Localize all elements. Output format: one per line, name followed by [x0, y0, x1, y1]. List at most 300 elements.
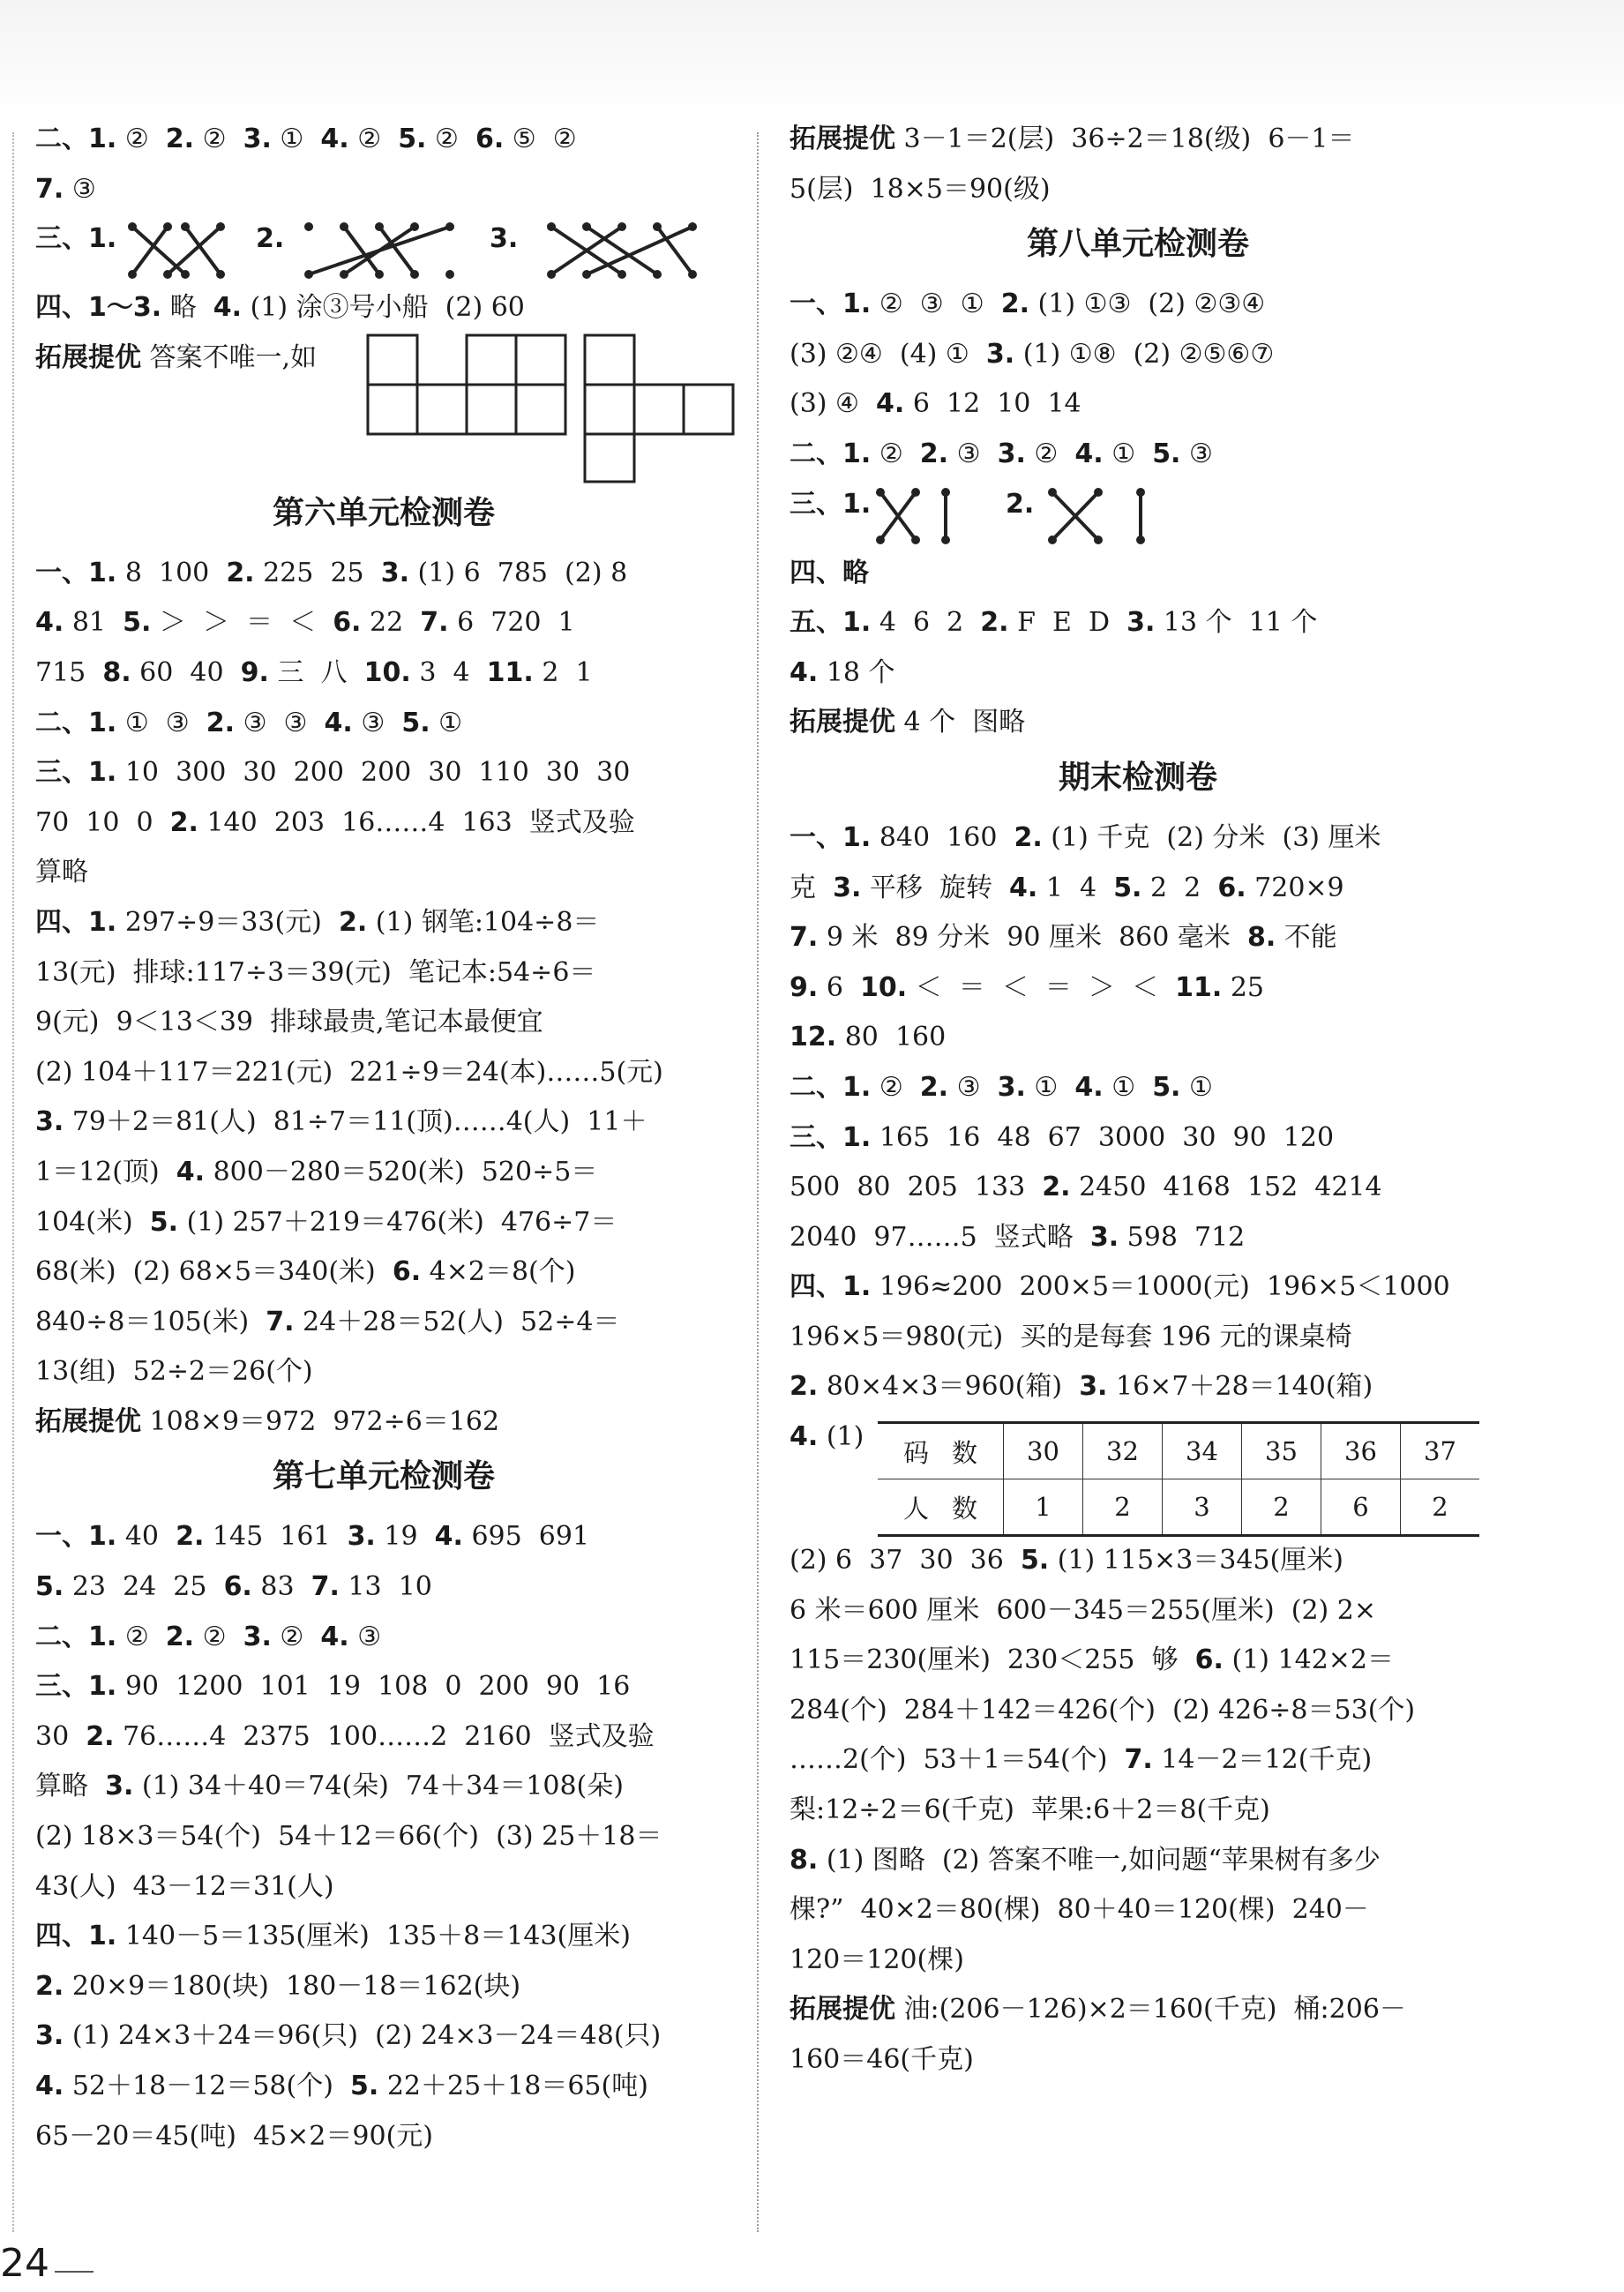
- question-number: 一、1.: [790, 821, 872, 853]
- answer-text: ⑤ ②: [504, 124, 577, 154]
- answer-line: [790, 963, 1486, 1014]
- answer-text: 840÷8＝105(米): [35, 1306, 266, 1337]
- answer-text: 4×2＝8(个): [421, 1256, 576, 1288]
- table-cell: 35: [1242, 1423, 1321, 1479]
- question-number: 四、1.: [790, 1271, 872, 1303]
- unit5-line4: [35, 283, 732, 333]
- answer-line: [35, 748, 732, 798]
- answer-line: [35, 1662, 732, 1712]
- question-number: 拓展提优: [790, 1994, 895, 2026]
- answer-text: 3－1＝2(层) 36÷2＝18(级) 6－1＝: [895, 124, 1355, 154]
- question-number: 12.: [790, 1022, 837, 1053]
- question-number: 3.: [1089, 1221, 1119, 1253]
- answer-text: ②: [116, 1621, 166, 1652]
- question-number: 5.: [1020, 1545, 1050, 1577]
- question-number: 拓展提优: [790, 707, 895, 738]
- table-cell: 37: [1401, 1423, 1480, 1479]
- answer-text: 13 个 11 个: [1155, 607, 1318, 639]
- question-number: 9.: [790, 971, 819, 1003]
- answer-text: 115＝230(厘米) 230＜255 够: [790, 1644, 1195, 1676]
- question-number: 4.: [1074, 1071, 1104, 1103]
- question-number: 3.: [1126, 607, 1156, 639]
- answer-text: ……2(个) 53＋1＝54(个): [790, 1744, 1125, 1776]
- answer-line: [790, 280, 1486, 330]
- answer-text: 6 米＝600 厘米 600－345＝255(厘米) (2) 2×: [790, 1594, 1377, 1626]
- question-number: 三、1.: [790, 1121, 872, 1153]
- answer-text: ②: [348, 124, 399, 154]
- label-san-1: 三、1.: [35, 223, 117, 255]
- question-number: 2.: [169, 806, 198, 838]
- answer-text: ①: [271, 124, 321, 154]
- answer-line: [790, 648, 1486, 699]
- answer-text: 80 160: [836, 1022, 947, 1053]
- unit7-answers: [35, 1512, 732, 2161]
- question-number: 4.: [434, 1521, 463, 1553]
- answer-text: (1) 6 785 (2) 8: [409, 557, 628, 588]
- answer-line: [790, 1163, 1486, 1213]
- answer-text: 14－2＝12(千克): [1152, 1744, 1373, 1776]
- answer-line: [790, 1113, 1486, 1164]
- question-number: 4.: [320, 1621, 349, 1652]
- answer-text: 76……4 2375 100……2 2160 竖式及验: [114, 1720, 655, 1752]
- answer-text: 棵?” 40×2＝80(棵) 80＋40＝120(棵) 240－: [790, 1894, 1369, 1926]
- answer-line: [790, 430, 1486, 480]
- question-number: 四、1～3.: [35, 292, 162, 324]
- question-number: 2.: [1042, 1172, 1071, 1203]
- unit8-matching-row: [790, 480, 1486, 549]
- answer-line: [790, 864, 1486, 914]
- unit8-title: 第八单元检测卷: [1026, 226, 1249, 263]
- shoe-size-table: [878, 1421, 1479, 1537]
- answer-text: ①: [1180, 1071, 1213, 1103]
- question-number: 5.: [1113, 872, 1142, 903]
- question-number: 一、1.: [35, 557, 117, 588]
- answer-text: 160＝46(千克): [790, 2044, 974, 2075]
- answer-text: ②: [271, 1621, 321, 1652]
- question-number: 6.: [1194, 1644, 1224, 1676]
- answer-text: 140－5＝135(厘米) 135＋8＝143(厘米): [116, 1921, 631, 1952]
- answer-text: 80×4×3＝960(箱): [818, 1371, 1080, 1403]
- answer-line: [35, 2062, 732, 2112]
- answer-text: 65－20＝45(吨) 45×2＝90(元): [35, 2120, 433, 2152]
- table-cell: 1: [1004, 1479, 1083, 1536]
- question-number: 四、1.: [35, 1921, 117, 1952]
- question-number: 3.: [833, 872, 862, 903]
- answer-text: (3) ②④ (4) ①: [790, 338, 986, 370]
- question-number: 7.: [35, 173, 64, 205]
- answer-line: [35, 1762, 732, 1812]
- answer-text: (1) 钢笔:104÷8＝: [367, 906, 600, 938]
- answer-line: [790, 2035, 1486, 2086]
- question-number: 五、1.: [790, 607, 872, 639]
- question-number: 4.: [1009, 872, 1038, 903]
- unit6-title: 第六单元检测卷: [272, 494, 495, 531]
- answer-text: 1 4: [1037, 872, 1114, 903]
- question-number: 8.: [102, 656, 131, 688]
- answer-text: ②: [1025, 438, 1075, 469]
- answer-text: 40: [116, 1521, 176, 1553]
- table-cell: 32: [1083, 1423, 1163, 1479]
- page-number-dash: [55, 2271, 94, 2273]
- ext-text: 答案不唯一,如: [141, 341, 318, 373]
- answer-text: (1) 图略 (2) 答案不唯一,如问题“苹果树有多少: [818, 1844, 1381, 1876]
- answer-text: 60 40: [131, 656, 241, 688]
- answer-text: ③: [352, 707, 402, 738]
- question-number: 二、1.: [790, 438, 872, 469]
- question-number: 3.: [35, 1106, 64, 1138]
- question-number: 拓展提优: [35, 1405, 141, 1437]
- answer-text: 840 160: [871, 821, 1014, 853]
- question-number: 3.: [380, 557, 409, 588]
- answer-line: [35, 165, 732, 215]
- answer-text: 145 161: [204, 1521, 348, 1553]
- answer-text: 598 712: [1119, 1221, 1246, 1253]
- answer-line: [35, 699, 732, 749]
- question-number: 一、1.: [790, 288, 872, 320]
- answer-text: ②: [871, 1071, 920, 1103]
- answer-text: 2 1: [533, 656, 593, 688]
- answer-text: ①: [1103, 1071, 1153, 1103]
- table-cell: 3: [1163, 1479, 1242, 1536]
- answer-line: [790, 1735, 1486, 1786]
- question-number: 四、1.: [35, 906, 117, 938]
- question-number: 5.: [398, 124, 427, 154]
- answer-text: 120＝120(棵): [790, 1944, 964, 1975]
- answer-text: ①: [1025, 1071, 1075, 1103]
- answer-line: [35, 648, 732, 699]
- question-number: 6.: [333, 607, 362, 639]
- answer-text: 3 4: [410, 656, 487, 688]
- matching-figure-1: [123, 220, 229, 281]
- label-san-1: 三、1.: [790, 488, 872, 520]
- answer-line: [790, 549, 1486, 599]
- answer-text: 720×9: [1246, 872, 1344, 903]
- matching-figure-b: [1045, 485, 1151, 547]
- answer-line: [790, 1013, 1486, 1063]
- label-3: 3.: [490, 223, 519, 255]
- answer-line: [35, 1862, 732, 1913]
- table-row-size: [878, 1423, 1479, 1479]
- answer-text: 梨:12÷2＝6(千克) 苹果:6＋2＝8(千克): [790, 1794, 1270, 1826]
- answer-line: [35, 1097, 732, 1148]
- answer-text: 79＋2＝81(人) 81÷7＝11(顶)……4(人) 11＋: [64, 1106, 647, 1138]
- answer-line: [35, 998, 732, 1048]
- question-number: 6.: [475, 124, 505, 154]
- table-cell: 2: [1242, 1479, 1321, 1536]
- question-number: 4.: [790, 656, 819, 688]
- unit5-extension: [35, 333, 732, 483]
- answer-text: (1) 142×2＝: [1223, 1644, 1395, 1676]
- question-number: 9.: [240, 656, 269, 688]
- answer-line: [790, 1985, 1486, 2035]
- answer-text: (1) ①③ (2) ②③④: [1029, 288, 1266, 320]
- answer-text: 83: [251, 1571, 311, 1603]
- answer-line: [790, 913, 1486, 963]
- answer-line: [35, 1198, 732, 1248]
- question-number: 4.: [213, 292, 243, 324]
- top-scan-shade: [0, 0, 1624, 119]
- answer-line: [790, 1313, 1486, 1363]
- answer-text: 108×9＝972 972÷6＝162: [141, 1405, 500, 1437]
- answer-line: [790, 165, 1486, 215]
- question-number: 6.: [392, 1256, 422, 1288]
- answer-text: 2 2: [1141, 872, 1218, 903]
- table-cell: 2: [1083, 1479, 1163, 1536]
- answer-text: 4 个 图略: [895, 707, 1026, 738]
- answer-text: 52＋18－12＝58(个): [64, 2071, 350, 2101]
- answer-text: 140 203 16……4 163 竖式及验: [198, 806, 635, 838]
- question-number: 2.: [919, 1071, 949, 1103]
- question-number: 3.: [1079, 1371, 1108, 1403]
- answer-line: [35, 1912, 732, 1962]
- table-cell: 6: [1321, 1479, 1401, 1536]
- question-number: 3.: [105, 1771, 134, 1802]
- question-number: 5.: [123, 607, 152, 639]
- answer-line: [790, 1686, 1486, 1736]
- answer-line: [35, 598, 732, 648]
- answer-line: [35, 2112, 732, 2162]
- question-number: 7.: [266, 1306, 295, 1337]
- answer-text: 90 1200 101 19 108 0 200 90 16: [116, 1671, 631, 1703]
- column-divider: [757, 132, 759, 2232]
- answer-text: ③: [1180, 438, 1213, 469]
- answer-line: [35, 283, 732, 333]
- answer-text: 43(人) 43－12＝31(人): [35, 1870, 334, 1902]
- answer-line: [790, 1213, 1486, 1263]
- question-number: 7.: [790, 922, 819, 954]
- label-4: 4.: [790, 1421, 819, 1453]
- answer-text: ③: [948, 438, 998, 469]
- cube-net-figures: [366, 333, 737, 483]
- label-2: 2.: [1006, 488, 1035, 520]
- answer-text: 略: [161, 292, 213, 324]
- answer-text: 16×7＋28＝140(箱): [1107, 1371, 1373, 1403]
- question-number: 2.: [980, 607, 1009, 639]
- final-exam-answers-2: [790, 1536, 1486, 2086]
- answer-line: [35, 1247, 732, 1298]
- answer-line: [790, 1262, 1486, 1313]
- ext-label: 拓展提优: [35, 341, 141, 373]
- answer-text: 克: [790, 872, 834, 903]
- table-row-count: [878, 1479, 1479, 1536]
- label-4-sub: (1): [818, 1421, 864, 1453]
- question-number: 2.: [165, 124, 195, 154]
- answer-line: [35, 549, 732, 599]
- answer-text: 三 八: [268, 656, 364, 688]
- question-number: 2.: [1014, 821, 1043, 853]
- answer-text: (1) ①⑧ (2) ②⑤⑥⑦: [1014, 338, 1275, 370]
- answer-text: (2) 6 37 30 36: [790, 1545, 1021, 1577]
- final-exam-answers: [790, 813, 1486, 1412]
- answer-text: (1) 115×3＝345(厘米): [1049, 1545, 1343, 1577]
- question-number: 2.: [206, 707, 236, 738]
- answer-text: 196×5＝980(元) 买的是每套 196 元的课桌椅: [790, 1321, 1352, 1352]
- unit8-answers: [790, 280, 1486, 479]
- answer-text: 算略: [35, 857, 88, 888]
- answer-text: 13 10: [339, 1571, 432, 1603]
- question-number: 10.: [859, 971, 908, 1003]
- question-number: 6.: [1217, 872, 1246, 903]
- answer-text: 2450 4168 152 4214: [1070, 1172, 1382, 1203]
- answer-line: [790, 1536, 1486, 1586]
- question-number: 拓展提优: [790, 124, 895, 154]
- answer-line: [790, 1362, 1486, 1412]
- question-number: 5.: [1152, 1071, 1181, 1103]
- left-column: [35, 115, 732, 2161]
- shoe-size-table-block: [790, 1412, 1486, 1536]
- answer-text: 500 80 205 133: [790, 1172, 1043, 1203]
- answer-text: (3) ④: [790, 388, 876, 420]
- question-number: 11.: [486, 656, 534, 688]
- matching-figure-2: [300, 220, 468, 281]
- table-cell: 36: [1321, 1423, 1401, 1479]
- answer-text: ②: [871, 438, 920, 469]
- answer-text: 20×9＝180(块) 180－18＝162(块): [64, 1970, 521, 2002]
- final-exam-title: 期末检测卷: [1058, 759, 1217, 796]
- answer-text: ②: [116, 124, 166, 154]
- answer-line: [35, 1512, 732, 1562]
- answer-line: [35, 1397, 732, 1448]
- answer-text: 68(米) (2) 68×5＝340(米): [35, 1256, 393, 1288]
- answer-text: (2) 104＋117＝221(元) 221÷9＝24(本)……5(元): [35, 1056, 663, 1088]
- answer-line: [790, 1936, 1486, 1986]
- question-number: 2.: [35, 1970, 64, 2002]
- answer-text: 不能: [1276, 922, 1337, 954]
- answer-text: ＜ ＝ ＜ ＝ ＞ ＜: [907, 971, 1176, 1003]
- question-number: 7.: [311, 1571, 340, 1603]
- question-number: 2.: [176, 1521, 205, 1553]
- answer-text: 9 米 89 分米 90 厘米 860 毫米: [818, 922, 1247, 954]
- question-number: 三、1.: [35, 757, 117, 789]
- answer-line: [790, 1063, 1486, 1113]
- question-number: 二、1.: [35, 1621, 117, 1652]
- answer-text: 30: [35, 1720, 86, 1752]
- question-number: 5.: [35, 1571, 64, 1603]
- answer-line: [790, 1586, 1486, 1637]
- table-cell: 34: [1163, 1423, 1242, 1479]
- question-number: 二、1.: [35, 707, 117, 738]
- question-number: 3.: [243, 1621, 272, 1652]
- question-number: 8.: [790, 1844, 819, 1876]
- table-head-size: 码数: [878, 1423, 1004, 1479]
- answer-line: [35, 1048, 732, 1098]
- answer-text: 13(组) 52÷2＝26(个): [35, 1356, 313, 1388]
- question-number: 8.: [1246, 922, 1276, 954]
- answer-line: [35, 1712, 732, 1763]
- unit8-answers-2: [790, 549, 1486, 748]
- answer-line: [790, 115, 1486, 165]
- answer-text: (2) 18×3＝54(个) 54＋12＝66(个) (3) 25＋18＝: [35, 1821, 662, 1853]
- answer-line: [790, 1636, 1486, 1686]
- answer-text: 13(元) 排球:117÷3＝39(元) 笔记本:54÷6＝: [35, 956, 596, 988]
- answer-text: 81: [64, 607, 123, 639]
- answer-line: [790, 598, 1486, 648]
- left-margin-rule: [12, 132, 14, 2232]
- question-number: 2.: [790, 1371, 819, 1403]
- question-number: 7.: [420, 607, 449, 639]
- answer-text: 715: [35, 656, 103, 688]
- answer-text: (1) 千克 (2) 分米 (3) 厘米: [1042, 821, 1381, 853]
- answer-text: ③: [348, 1621, 382, 1652]
- answer-text: 油:(206－126)×2＝160(千克) 桶:206－: [895, 1994, 1406, 2026]
- answer-text: ③: [948, 1071, 998, 1103]
- answer-line: [35, 948, 732, 999]
- answer-text: 695 691: [462, 1521, 590, 1553]
- answer-text: 297÷9＝33(元): [116, 906, 339, 938]
- answer-line: [35, 1148, 732, 1198]
- question-number: 三、1.: [35, 1671, 117, 1703]
- question-number: 4.: [1074, 438, 1104, 469]
- question-number: 5.: [149, 1206, 179, 1238]
- answer-text: 284(个) 284＋142＝426(个) (2) 426÷8＝53(个): [790, 1694, 1416, 1726]
- answer-text: 22: [361, 607, 421, 639]
- question-number: 2.: [86, 1720, 115, 1752]
- answer-text: ① ③: [116, 707, 206, 738]
- answer-text: 18 个: [818, 656, 895, 688]
- question-number: 3.: [35, 2020, 64, 2052]
- answer-text: 5(层) 18×5＝90(级): [790, 173, 1051, 205]
- question-number: 4.: [324, 707, 353, 738]
- question-number: 4.: [35, 607, 64, 639]
- answer-line: [790, 1786, 1486, 1836]
- answer-text: 4 6 2: [871, 607, 981, 639]
- answer-text: (1) 24×3＋24＝96(只) (2) 24×3－24＝48(只): [64, 2020, 662, 2052]
- answer-line: [35, 1812, 732, 1862]
- question-number: 5.: [1152, 438, 1181, 469]
- answer-line: [790, 379, 1486, 430]
- matching-figure-a: [873, 485, 953, 547]
- answer-line: [790, 1836, 1486, 1886]
- answer-text: 平移 旋转: [861, 872, 1010, 903]
- matching-figure-3: [543, 220, 701, 281]
- answer-line: [790, 1885, 1486, 1936]
- question-number: 5.: [350, 2071, 379, 2101]
- answer-text: ③ ③: [235, 707, 325, 738]
- question-number: 二、1.: [35, 124, 117, 154]
- answer-line: [35, 115, 732, 165]
- answer-text: 8 100: [116, 557, 227, 588]
- question-number: 3.: [243, 124, 272, 154]
- answer-line: [35, 1962, 732, 2012]
- answer-text: ②: [194, 124, 243, 154]
- table-cell: 30: [1004, 1423, 1083, 1479]
- answer-text: 165 16 48 67 3000 30 90 120: [871, 1121, 1335, 1153]
- answer-text: ①: [1103, 438, 1153, 469]
- question-number: 3.: [997, 1071, 1026, 1103]
- answer-text: ②: [426, 124, 475, 154]
- answer-text: 70 10 0: [35, 806, 170, 838]
- answer-line: [35, 898, 732, 948]
- answer-text: 10 300 30 200 200 30 110 30 30: [116, 757, 631, 789]
- question-number: 4.: [320, 124, 349, 154]
- question-number: 4.: [876, 388, 905, 420]
- page-number: 24: [0, 2241, 49, 2286]
- table-head-count: 人数: [878, 1479, 1004, 1536]
- answer-text: 2040 97……5 竖式略: [790, 1221, 1090, 1253]
- question-number: 7.: [1124, 1744, 1153, 1776]
- unit5-answers: [35, 115, 732, 214]
- question-number: 2.: [226, 557, 255, 588]
- answer-line: [35, 1347, 732, 1397]
- answer-text: (1) 涂③号小船 (2) 60: [242, 292, 525, 324]
- question-number: 2.: [165, 1621, 195, 1652]
- question-number: 2.: [1000, 288, 1029, 320]
- unit6-answers: [35, 549, 732, 1448]
- answer-text: ②: [194, 1621, 243, 1652]
- question-number: 一、1.: [35, 1521, 117, 1553]
- answer-text: 算略: [35, 1771, 106, 1802]
- answer-text: 104(米): [35, 1206, 150, 1238]
